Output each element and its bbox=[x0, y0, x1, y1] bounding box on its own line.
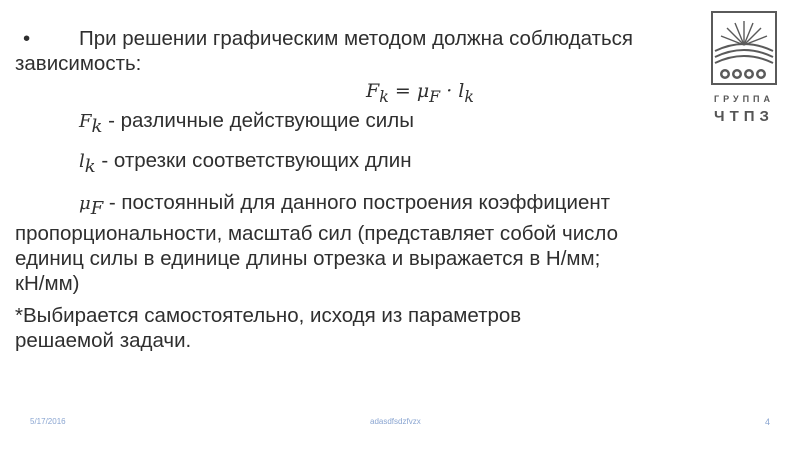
definition-force-symbol: F bbox=[79, 111, 92, 132]
logo-text-name: ЧТПЗ bbox=[714, 108, 774, 125]
definition-scale-line-3: единиц силы в единице длины отрезка и выражается в Н/мм; bbox=[15, 247, 601, 271]
definition-length-symbol: l bbox=[79, 151, 85, 173]
definition-scale-line-4: кН/мм) bbox=[15, 272, 80, 296]
paragraph-line-2: зависимость: bbox=[15, 52, 142, 75]
formula-mu: μ bbox=[416, 80, 430, 102]
footer-text: adasdfsdzfvzx bbox=[370, 417, 421, 426]
bullet-paragraph bbox=[15, 26, 705, 51]
definition-scale-subscript: F bbox=[90, 198, 104, 220]
footer-page-number: 4 bbox=[765, 417, 771, 427]
note-line-2: решаемой задачи. bbox=[15, 329, 192, 353]
note-line-1: *Выбирается самостоятельно, исходя из параметров bbox=[15, 304, 522, 328]
slide-content bbox=[15, 26, 705, 353]
formula bbox=[15, 76, 705, 108]
definition-length-text: - отрезки соответствующих длин bbox=[95, 149, 412, 173]
formula-mu-subscript: F bbox=[429, 86, 441, 106]
formula-dot: · bbox=[440, 80, 459, 102]
footer-date: 5/17/2016 bbox=[30, 417, 66, 426]
definition-force-text: - различные действующие силы bbox=[102, 109, 414, 132]
definition-scale-symbol: μ bbox=[79, 193, 91, 215]
logo-text-group: ГРУППА bbox=[713, 94, 775, 104]
definition-force bbox=[15, 108, 705, 139]
formula-l: l bbox=[458, 80, 465, 102]
paragraph-line-1: При решении графическим методом должна соблюдаться bbox=[79, 27, 633, 50]
company-logo bbox=[711, 11, 777, 123]
bullet-icon: • bbox=[23, 27, 31, 50]
formula-lhs: F bbox=[366, 80, 380, 102]
formula-equals: = bbox=[388, 80, 417, 102]
definition-scale-text: - постоянный для данного построения коэффициент bbox=[103, 191, 611, 215]
definition-force-subscript: k bbox=[91, 116, 103, 138]
definition-scale bbox=[15, 190, 705, 221]
definition-scale-line-2: пропорциональности, масштаб сил (представляет собой число bbox=[15, 222, 618, 246]
definition-length-subscript: k bbox=[84, 156, 96, 178]
formula-l-subscript: k bbox=[464, 86, 474, 106]
definition-length bbox=[15, 148, 705, 179]
logo-mark-icon bbox=[711, 11, 777, 85]
formula-lhs-subscript: k bbox=[379, 86, 389, 106]
